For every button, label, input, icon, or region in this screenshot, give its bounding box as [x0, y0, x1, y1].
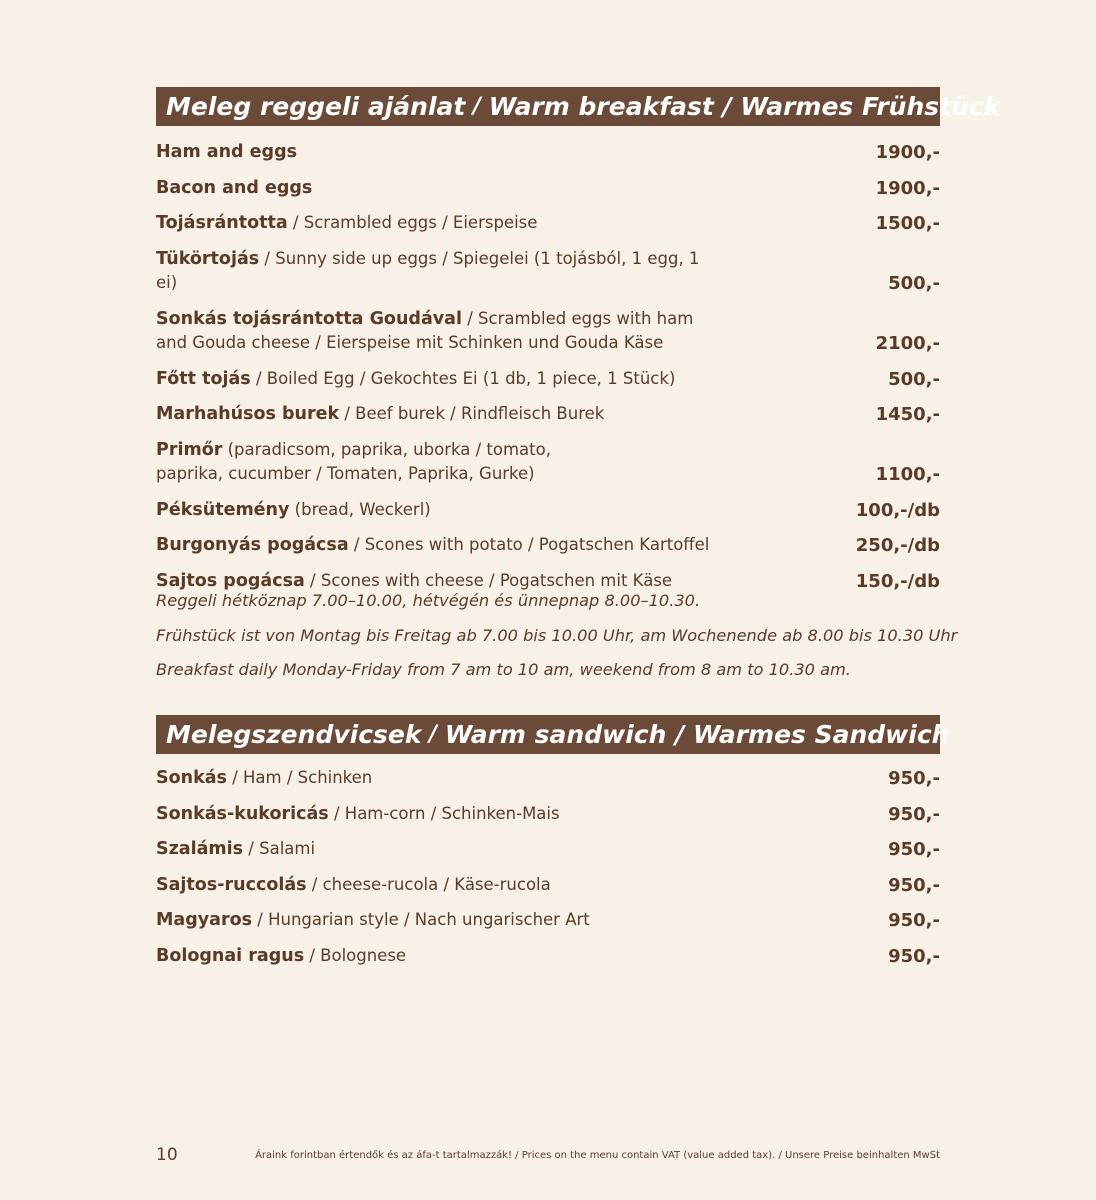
- menu-item: [156, 211, 940, 236]
- sandwich-section-header: Melegszendvicsek / Warm sandwich / Warmes Sandwich: [156, 715, 940, 754]
- item-price: 1500,-: [875, 213, 940, 234]
- menu-item: [156, 247, 940, 296]
- item-price: 1900,-: [875, 142, 940, 163]
- menu-item: [156, 802, 940, 827]
- item-name: Péksütemény: [156, 499, 290, 520]
- menu-item: [156, 837, 940, 862]
- item-name: Bacon and eggs: [156, 177, 313, 198]
- item-price: 150,-/db: [855, 570, 940, 592]
- item-price: 1900,-: [875, 177, 940, 199]
- section-title-main: Melegszendvicsek: [166, 720, 422, 749]
- item-name: Tojásrántotta: [156, 213, 288, 233]
- sandwich-section: [156, 715, 950, 979]
- note-english: Breakfast daily Monday-Friday from 7 am to 10 am, weekend from 8 am to 10.30 am.: [156, 660, 851, 679]
- vat-disclaimer: Áraink forintban értendők és az áfa-t tartalmazzák! / Prices on the menu contain VAT (value added tax). / Unsere Preise beinhalten MwSt: [255, 1150, 940, 1161]
- item-description: / Boiled Egg / Gekochtes Ei (1 db, 1 piece, 1 Stück): [250, 368, 676, 388]
- item-name: Főtt tojás: [156, 368, 251, 389]
- note-german: Frühstück ist von Montag bis Freitag ab 7.00 bis 10.00 Uhr, am Wochenende ab 8.00 bis 10.30 Uhr: [156, 625, 958, 645]
- item-description: / Ham-corn / Schinken-Mais: [328, 803, 560, 823]
- item-name: Primőr: [156, 439, 223, 460]
- item-price: 1100,-: [875, 464, 940, 485]
- item-description: / Ham / Schinken: [226, 768, 373, 787]
- item-name: Marhahúsos burek: [156, 404, 340, 424]
- item-description: (bread, Weckerl): [289, 499, 431, 519]
- item-description: / Hungarian style / Nach ungarischer Art: [252, 910, 590, 929]
- menu-item: [156, 438, 940, 487]
- breakfast-section: [156, 87, 1001, 604]
- menu-item: [156, 140, 940, 165]
- breakfast-section-header: Meleg reggeli ajánlat / Warm breakfast / Warmes Frühstück: [156, 87, 940, 126]
- page-number: 10: [156, 1145, 178, 1165]
- item-name: Sonkás-kukoricás: [156, 803, 329, 824]
- item-description: / cheese-rucola / Käse-rucola: [306, 874, 551, 894]
- menu-item: [156, 307, 940, 356]
- item-price: 250,-/db: [855, 535, 940, 556]
- item-name: Burgonyás pogácsa: [156, 535, 349, 555]
- menu-item: [156, 367, 940, 392]
- item-description: / Scrambled eggs / Eierspeise: [287, 213, 538, 232]
- item-price: 500,-: [888, 273, 940, 294]
- item-price: 950,-: [888, 839, 940, 860]
- item-description: / Scones with potato / Pogatschen Kartoffel: [348, 535, 710, 554]
- item-name: Sajtos pogácsa: [156, 570, 305, 591]
- item-name: Ham and eggs: [156, 142, 298, 162]
- menu-item: [156, 908, 940, 933]
- menu-item: [156, 498, 940, 523]
- item-description: (paradicsom, paprika, uborka / tomato, paprika, cucumber / Tomaten, Paprika, Gurke): [156, 439, 551, 483]
- item-name: Bolognai ragus: [156, 945, 305, 966]
- section-title-rest: Warm sandwich / Warmes Sandwich: [444, 720, 950, 749]
- menu-item: [156, 402, 940, 427]
- menu-item: [156, 176, 940, 201]
- item-price: 500,-: [888, 368, 940, 390]
- item-price: 2100,-: [875, 333, 940, 354]
- item-description: / Scones with cheese / Pogatschen mit Käse: [304, 570, 673, 590]
- menu-item: [156, 944, 940, 969]
- item-description: / Sunny side up eggs / Spiegelei (1 tojásból, 1 egg, 1 ei): [156, 248, 700, 292]
- item-description: / Beef burek / Rindfleisch Burek: [339, 404, 605, 423]
- item-price: 1450,-: [875, 404, 940, 425]
- breakfast-items: [156, 140, 940, 593]
- item-name: Tükörtojás: [156, 248, 260, 269]
- item-name: Sonkás: [156, 768, 227, 788]
- item-name: Sonkás tojásrántotta Goudával: [156, 308, 462, 329]
- item-price: 950,-: [888, 874, 940, 896]
- sandwich-items: [156, 766, 940, 968]
- item-price: 950,-: [888, 910, 940, 931]
- section-title-rest: Warm breakfast / Warmes Frühstück: [488, 92, 1001, 121]
- item-name: Magyaros: [156, 910, 253, 930]
- section-title-main: Meleg reggeli ajánlat: [166, 92, 466, 121]
- item-name: Szalámis: [156, 839, 244, 859]
- breakfast-hours-notes: [156, 588, 956, 692]
- item-description: / Scrambled eggs with ham and Gouda cheese / Eierspeise mit Schinken und Gouda Käse: [156, 308, 694, 352]
- menu-item: [156, 873, 940, 898]
- item-price: 950,-: [888, 768, 940, 789]
- menu-item: [156, 766, 940, 791]
- menu-item: [156, 533, 940, 558]
- item-price: 950,-: [888, 945, 940, 967]
- item-name: Sajtos-ruccolás: [156, 874, 307, 895]
- item-price: 950,-: [888, 803, 940, 825]
- item-description: / Bolognese: [304, 945, 407, 965]
- item-description: / Salami: [243, 839, 316, 858]
- item-price: 100,-/db: [855, 499, 940, 521]
- note-hungarian: Reggeli hétköznap 7.00–10.00, hétvégén és ünnepnap 8.00–10.30.: [156, 591, 701, 610]
